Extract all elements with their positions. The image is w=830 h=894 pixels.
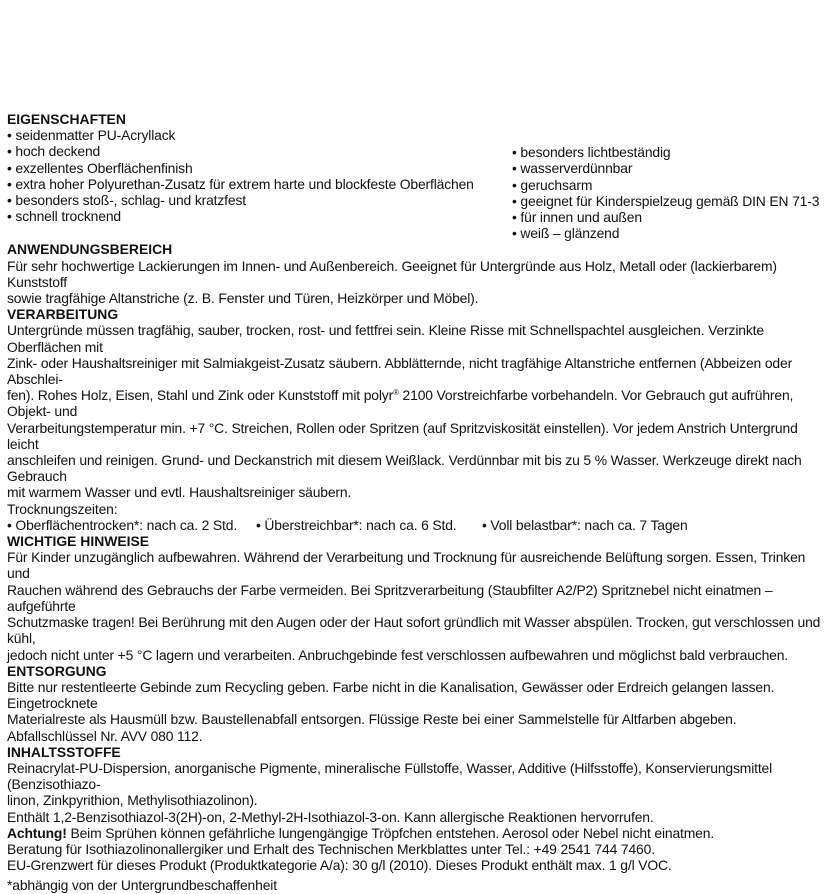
properties-left-column (7, 127, 512, 241)
text-line: Enthält 1,2-Benzisothiazol-3(2H)-on, 2-Methyl-2H-Isothiazol-3-on. Kann allergische Reaktionen hervorrufen. (7, 808, 654, 825)
text-line: Verarbeitungstemperatur min. +7 °C. Streichen, Rollen oder Spritzen (auf Spritzviskosität einstellen). Vor jedem Anstrich Untergrund leicht (7, 419, 798, 452)
drying-time-item: • Voll belastbar*: nach ca. 7 Tagen (482, 516, 688, 533)
text-line: jedoch nicht unter +5 °C lagern und verarbeiten. Anbruchgebinde fest verschlossen aufbewahren und möglichst bald verbrauchen. (7, 646, 789, 663)
heading-eigenschaften: EIGENSCHAFTEN (7, 111, 126, 127)
property-item: • wasserverdünnbar (512, 160, 633, 177)
warning-text: Beim Sprühen können gefährliche lungengängige Tröpfchen entstehen. Aerosol oder Nebel nicht einatmen. (66, 824, 715, 841)
registered-mark: ® (393, 388, 399, 398)
drying-times-label: Trocknungszeiten: (7, 500, 118, 517)
text-line: anschleifen und reinigen. Grund- und Deckanstrich mit diesem Weißlack. Verdünnbar mit bis zu 5 % Wasser. Werkzeuge direkt nach Gebrauch (7, 452, 802, 485)
heading-anwendungsbereich: ANWENDUNGSBEREICH (7, 241, 173, 258)
property-item: • für innen und außen (512, 209, 642, 226)
text-line: sowie tragfähige Altanstriche (z. B. Fenster und Türen, Heizkörper und Möbel). (7, 290, 479, 307)
warning-line (7, 825, 825, 841)
heading-verarbeitung: VERARBEITUNG (7, 306, 119, 323)
product-label-text (7, 111, 825, 894)
text-fragment: 2100 Vorstreichfarbe vorbehandeln. Vor Gebrauch gut aufrühren, Objekt- und (7, 387, 794, 420)
drying-time-item: • Oberflächentrocken*: nach ca. 2 Std. (7, 516, 238, 533)
text-line: Abfallschlüssel Nr. AVV 080 112. (7, 727, 203, 744)
text-line: Materialreste als Hausmüll bzw. Baustellenabfall entsorgen. Flüssige Reste bei einer Sammelstelle für Altfarben abgeben. (7, 711, 737, 728)
text-fragment: fen). Rohes Holz, Eisen, Stahl und Zink oder Kunststoff mit polyr (7, 387, 394, 404)
properties-right-column (512, 127, 819, 241)
text-line: Beratung für Isothiazolinonallergiker und Erhalt des Technischen Merkblattes unter Tel.: +49 2541 744 7460. (7, 840, 655, 857)
property-item: • hoch deckend (7, 143, 101, 160)
property-item: • schnell trocknend (7, 208, 121, 225)
text-line: Rauchen während des Gebrauchs der Farbe vermeiden. Bei Spritzverarbeitung (Staubfilter A2/P2) Spritznebel nicht einatmen – aufgeführte (7, 581, 773, 614)
heading-entsorgung: ENTSORGUNG (7, 662, 107, 679)
text-line: EU-Grenzwert für dieses Produkt (Produktkategorie A/a): 30 g/l (2010). Dieses Produkt enthält max. 1 g/l VOC. (7, 857, 672, 874)
text-line (7, 387, 825, 419)
heading-inhaltsstoffe: INHALTSSTOFFE (7, 743, 121, 760)
heading-wichtige-hinweise: WICHTIGE HINWEISE (7, 533, 149, 550)
properties-list (7, 127, 825, 241)
property-item: • exzellentes Oberflächenfinish (7, 159, 193, 176)
text-line: Für sehr hochwertige Lackierungen im Innen- und Außenbereich. Geeignet für Untergründe aus Holz, Metall oder (lackierbarem) Kunststoff (7, 257, 777, 290)
text-line: Reinacrylat-PU-Dispersion, anorganische Pigmente, mineralische Füllstoffe, Wasser, Additive (Hilfsstoffe), Konservierungsmittel (Benzisothiazo- (7, 759, 773, 793)
property-item: • geruchsarm (512, 176, 593, 193)
property-item: • besonders lichtbeständig (512, 144, 671, 161)
text-line: Untergründe müssen tragfähig, sauber, trocken, rost- und fettfrei sein. Kleine Risse mit Schnellspachtel ausgleichen. Verzinkte Oberflächen mit (7, 322, 764, 355)
text-line: mit warmem Wasser und evtl. Haushaltsreiniger säubern. (7, 484, 352, 501)
text-line: Zink- oder Haushaltsreiniger mit Salmiakgeist-Zusatz säubern. Abblätternde, nicht tragfähige Altanstriche entfernen (Abbeizen oder Abschlei- (7, 354, 793, 388)
footnote: *abhängig von der Untergrundbeschaffenheit (7, 877, 277, 894)
property-item: • weiß – glänzend (512, 225, 620, 242)
warning-label: Achtung! (7, 824, 67, 841)
property-item: • seidenmatter PU-Acryllack (7, 127, 176, 144)
text-line: linon, Zinkpyrithion, Methylisothiazolinon). (7, 792, 258, 809)
drying-times-list (7, 517, 825, 533)
text-line: Schutzmaske tragen! Bei Berührung mit den Augen oder der Haut sofort gründlich mit Wasser abspülen. Trocken, gut verschlossen und kühl, (7, 614, 821, 647)
drying-time-item: • Überstreichbar*: nach ca. 6 Std. (256, 516, 457, 533)
property-item: • besonders stoß-, schlag- und kratzfest (7, 192, 246, 209)
text-line: Bitte nur restentleerte Gebinde zum Recycling geben. Farbe nicht in die Kanalisation, Gewässer oder Erdreich gelangen lassen. Eingetrocknete (7, 678, 775, 712)
property-item: • geeignet für Kinderspielzeug gemäß DIN EN 71-3 (512, 192, 820, 209)
property-item: • extra hoher Polyurethan-Zusatz für extrem harte und blockfeste Oberflächen (7, 175, 474, 192)
text-line: Für Kinder unzugänglich aufbewahren. Während der Verarbeitung und Trocknung für ausreichende Belüftung sorgen. Essen, Trinken und (7, 549, 806, 582)
